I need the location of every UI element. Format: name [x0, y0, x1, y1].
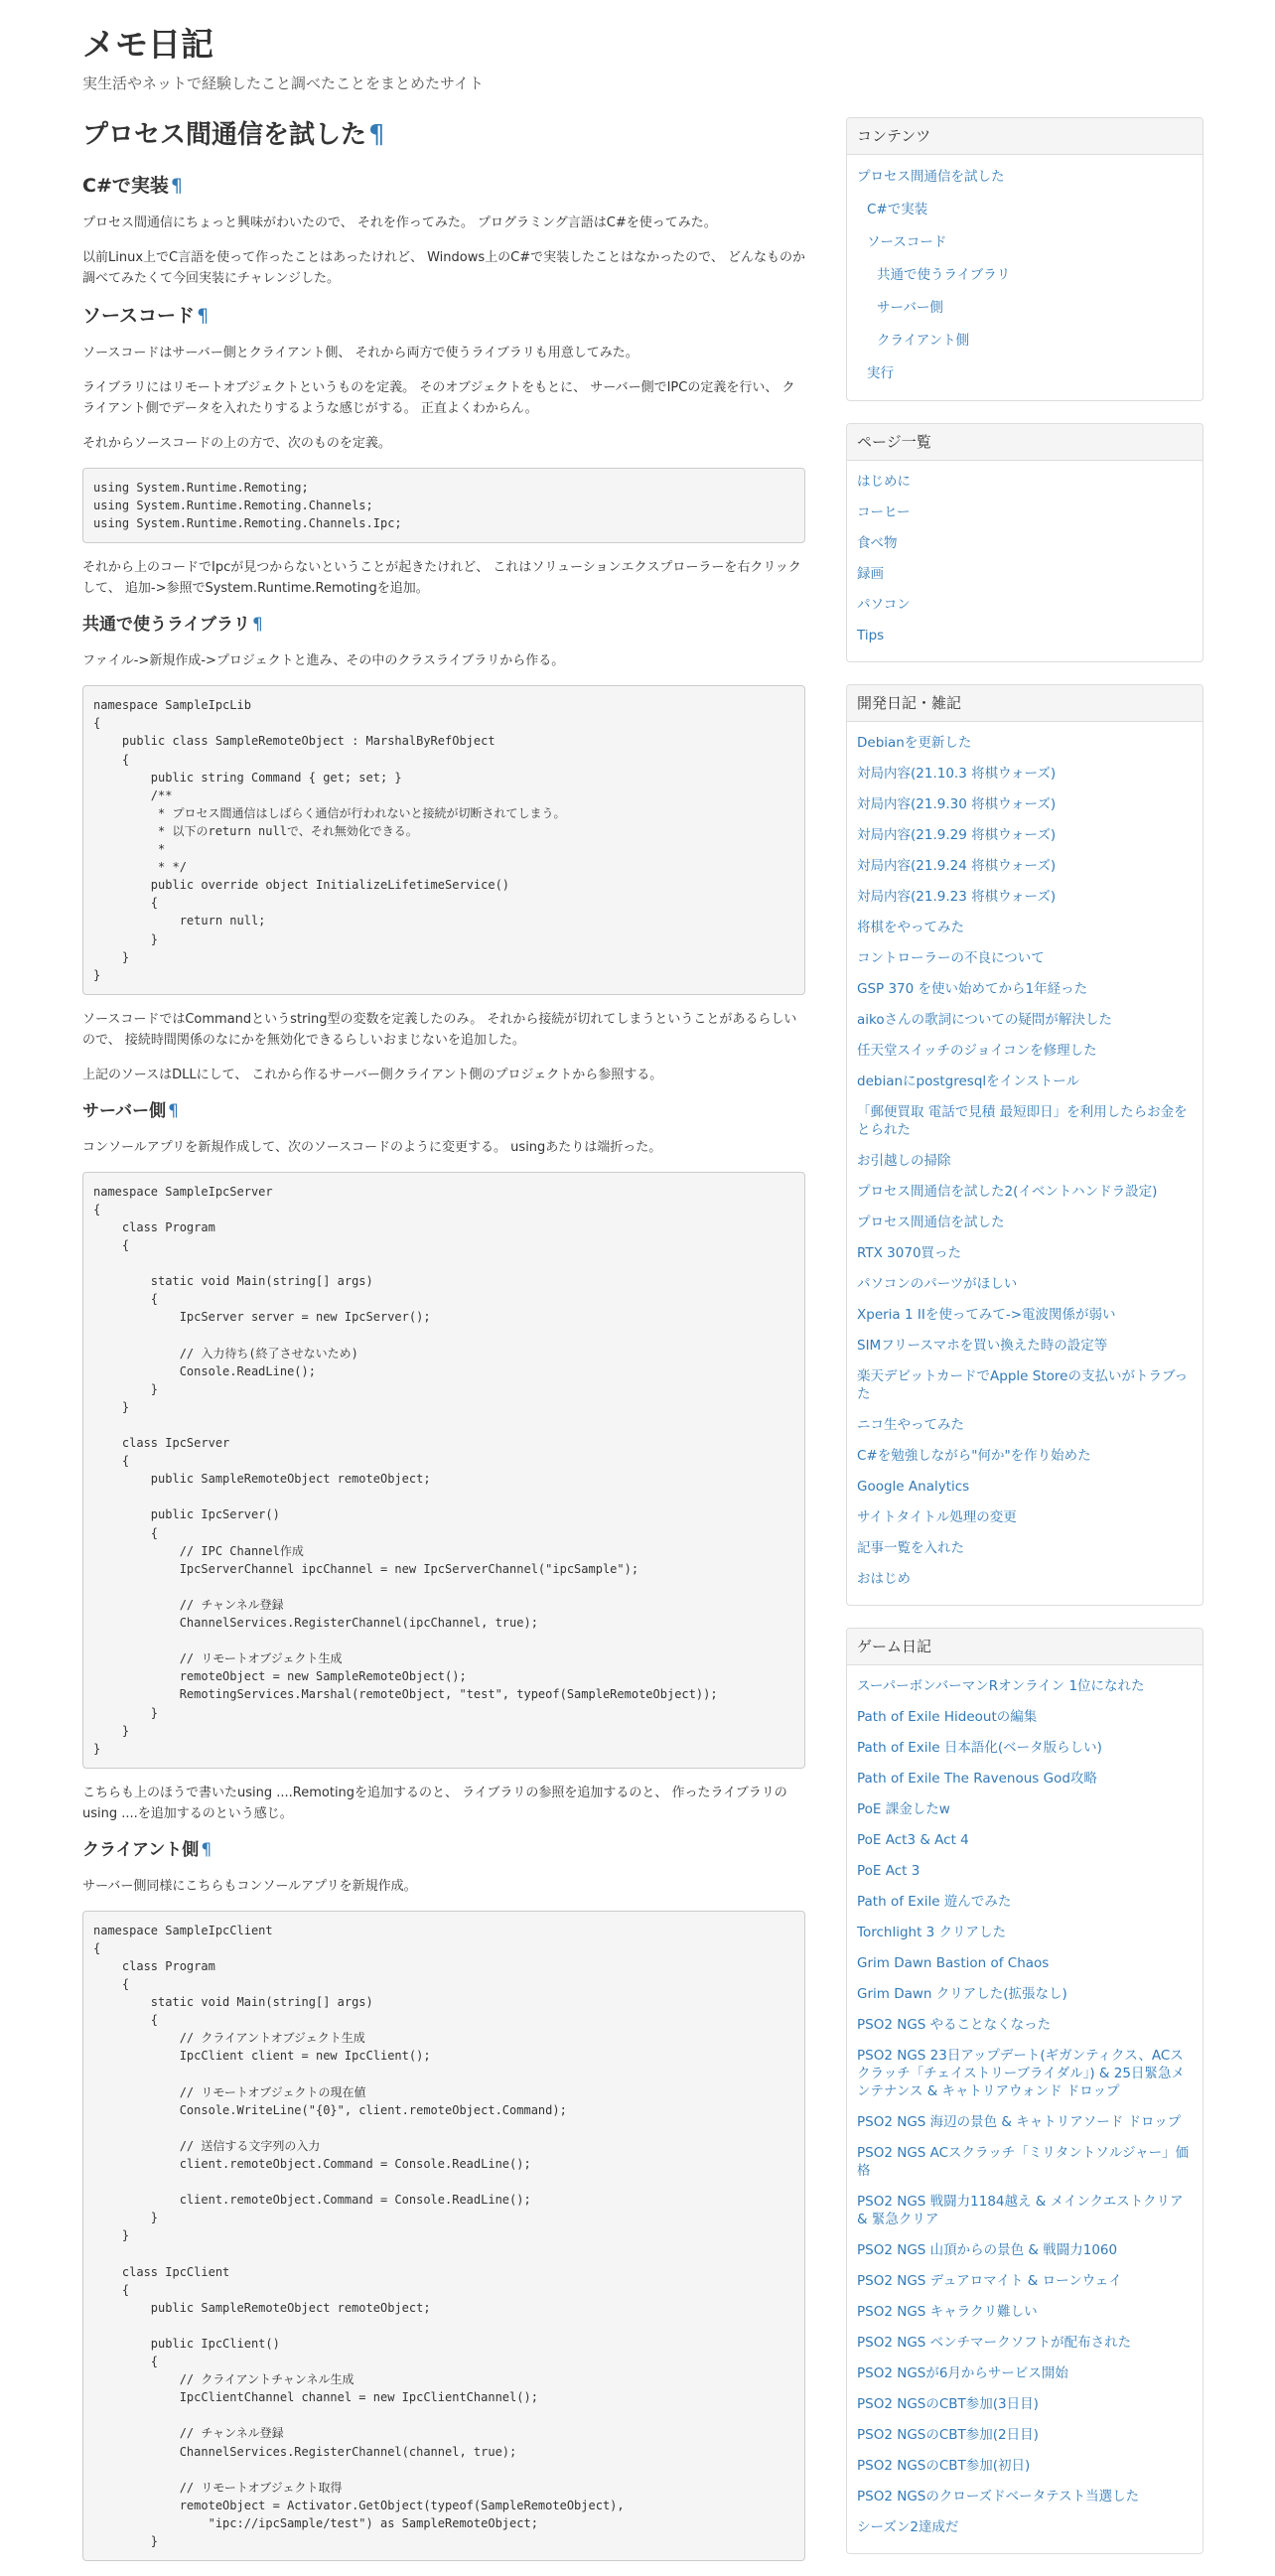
- game-diary-link[interactable]: シーズン2達成だ: [857, 2519, 959, 2535]
- dev-diary-link[interactable]: 将棋をやってみた: [857, 920, 964, 935]
- game-diary-link[interactable]: PSO2 NGS ACスクラッチ「ミリタントソルジャー」価格: [857, 2145, 1190, 2179]
- dev-diary-link[interactable]: 対局内容(21.9.29 将棋ウォーズ): [857, 827, 1057, 843]
- game-diary-link[interactable]: Path of Exile The Ravenous God攻略: [857, 1771, 1097, 1787]
- toc-link[interactable]: 共通で使うライブラリ: [877, 267, 1011, 283]
- site-title[interactable]: メモ日記: [82, 25, 213, 64]
- page-link[interactable]: Tips: [857, 628, 885, 644]
- dev-diary-link[interactable]: 対局内容(21.9.23 将棋ウォーズ): [857, 889, 1057, 905]
- game-diary-link[interactable]: Grim Dawn クリアした(拡張なし): [857, 1986, 1067, 2002]
- game-diary-link[interactable]: PSO2 NGS 山頂からの景色 & 戦闘力1060: [857, 2242, 1118, 2258]
- game-diary-link[interactable]: PSO2 NGSのクローズドベータテスト当選した: [857, 2489, 1140, 2504]
- paragraph: それからソースコードの上の方で、次のものを定義。: [82, 436, 391, 451]
- section-heading-text: クライアント側: [82, 1839, 200, 1860]
- dev-diary-link[interactable]: パソコンのパーツがほしい: [857, 1276, 1018, 1292]
- article: [82, 117, 805, 2575]
- paragraph: コンソールアプリを新規作成して、次のソースコードのように変更する。 usingあたりは端折った。: [82, 1139, 662, 1155]
- dev-diary-link[interactable]: Google Analytics: [857, 1479, 970, 1495]
- dev-diary-link[interactable]: コントローラーの不良について: [857, 950, 1045, 966]
- toc-heading: コンテンツ: [847, 118, 1203, 155]
- code-block-server: namespace SampleIpcServer { class Program { static void Main(string[] args) { IpcServer server = new IpcServer(); // 入力待ち(終了させないため) Console.ReadLine(); } } class IpcServer { public SampleRemoteObject remoteObject; public IpcServer() { // IPC Channel作成 IpcServerChannel ipcChannel = new IpcServerChannel("ipcSample"); // チャンネル登録 ChannelServices.RegisterChannel(ipcChannel, true); // リモートオブジェクト生成 remoteObject = new SampleRemoteObject(); RemotingServices.Marshal(remoteObject, "test", typeof(SampleRemoteObject)); } } }: [82, 1172, 805, 1769]
- game-diary-link[interactable]: PSO2 NGS 23日アップデート(ギガンティクス、ACスクラッチ「チェイストリーブライダル」) & 25日緊急メンテナンス & キャトリアウォンド ドロップ: [857, 2048, 1185, 2099]
- page-link[interactable]: 録画: [857, 566, 884, 582]
- page-link[interactable]: 食べ物: [857, 535, 898, 551]
- section-heading-server: [82, 1099, 805, 1123]
- game-diary-link[interactable]: Path of Exile Hideoutの編集: [857, 1709, 1038, 1725]
- dev-diary-link[interactable]: Xperia 1 IIを使ってみて->電波関係が弱い: [857, 1307, 1116, 1323]
- game-diary-link[interactable]: PoE Act3 & Act 4: [857, 1832, 969, 1848]
- dev-diary-link[interactable]: 任天堂スイッチのジョイコンを修理した: [857, 1043, 1097, 1059]
- section-heading-client: [82, 1838, 805, 1862]
- permalink-anchor[interactable]: ¶: [251, 615, 263, 636]
- game-diary-panel: [846, 1628, 1204, 2554]
- dev-diary-link[interactable]: プロセス間通信を試した: [857, 1215, 1005, 1230]
- dev-diary-heading: 開発日記・雑記: [847, 685, 1203, 722]
- sidebar: [846, 117, 1204, 2576]
- page-link[interactable]: はじめに: [857, 474, 911, 490]
- game-diary-link[interactable]: PSO2 NGS デュアロマイト & ローンウェイ: [857, 2273, 1122, 2289]
- dev-diary-link[interactable]: 記事一覧を入れた: [857, 1540, 964, 1556]
- paragraph: サーバー側同様にこちらもコンソールアプリを新規作成。: [82, 1878, 417, 1894]
- game-diary-link[interactable]: Path of Exile 遊んでみた: [857, 1894, 1012, 1910]
- game-diary-link[interactable]: PSO2 NGS 戦闘力1184越え & メインクエストクリア & 緊急クリア: [857, 2194, 1184, 2227]
- site-header: [82, 22, 1204, 95]
- dev-diary-link[interactable]: プロセス間通信を試した2(イベントハンドラ設定): [857, 1184, 1158, 1200]
- permalink-anchor[interactable]: ¶: [197, 305, 210, 327]
- paragraph: 以前Linux上でC言語を使って作ったことはあったけれど、 Windows上のC#で実装したことはなかったので、 どんなものか調べてみたくて今回実装にチャレンジした。: [82, 250, 805, 286]
- site-description: 実生活やネットで経験したこと調べたことをまとめたサイト: [82, 74, 484, 92]
- section-heading-text: サーバー側: [82, 1100, 167, 1121]
- permalink-anchor[interactable]: ¶: [201, 1839, 212, 1860]
- pages-heading: ページ一覧: [847, 424, 1203, 461]
- article-title-text: プロセス間通信を試した: [82, 120, 367, 150]
- section-heading-library: [82, 613, 805, 637]
- game-diary-link[interactable]: スーパーボンバーマンRオンライン 1位になれた: [857, 1678, 1145, 1694]
- dev-diary-link[interactable]: aikoさんの歌詞についての疑問が解決した: [857, 1012, 1112, 1028]
- dev-diary-link[interactable]: サイトタイトル処理の変更: [857, 1509, 1017, 1525]
- code-block-library: namespace SampleIpcLib { public class SampleRemoteObject : MarshalByRefObject { public string Command { get; set; } /** * プロセス間通信はしばらく通信が行われないと接続が切断されてしまう。 * 以下のreturn nullで、それ無効化できる。 * * */ public override object InitializeLifetimeService() { return null; } } }: [82, 685, 805, 995]
- game-diary-list: [847, 1665, 1203, 2553]
- toc-link[interactable]: クライアント側: [877, 333, 970, 349]
- toc-link[interactable]: プロセス間通信を試した: [857, 169, 1005, 185]
- toc-list: [847, 155, 1203, 400]
- dev-diary-link[interactable]: 対局内容(21.10.3 将棋ウォーズ): [857, 766, 1057, 782]
- toc-link[interactable]: ソースコード: [867, 234, 947, 250]
- dev-diary-link[interactable]: debianにpostgresqlをインストール: [857, 1073, 1079, 1089]
- pages-panel: [846, 423, 1204, 662]
- toc-link[interactable]: サーバー側: [877, 300, 943, 316]
- page-link[interactable]: パソコン: [857, 597, 911, 613]
- dev-diary-link[interactable]: おはじめ: [857, 1571, 911, 1587]
- game-diary-link[interactable]: PoE 課金したw: [857, 1801, 950, 1817]
- section-heading-text: C#で実装: [82, 175, 169, 197]
- permalink-anchor[interactable]: ¶: [170, 175, 183, 197]
- dev-diary-panel: [846, 684, 1204, 1606]
- game-diary-link[interactable]: Path of Exile 日本語化(ベータ版らしい): [857, 1740, 1102, 1756]
- dev-diary-link[interactable]: 楽天デビットカードでApple Storeの支払いがトラブった: [857, 1368, 1189, 1402]
- paragraph: ソースコードはサーバー側とクライアント側、 それから両方で使うライブラリも用意してみた。: [82, 346, 638, 360]
- game-diary-heading: ゲーム日記: [847, 1629, 1203, 1665]
- paragraph: ファイル->新規作成->プロジェクトと進み、その中のクラスライブラリから作る。: [82, 653, 565, 669]
- section-heading-source: [82, 303, 805, 329]
- permalink-anchor[interactable]: ¶: [368, 120, 385, 150]
- toc-link[interactable]: C#で実装: [867, 202, 928, 217]
- paragraph: こちらも上のほうで書いたusing ....Remotingを追加するのと、 ライブラリの参照を追加するのと、 作ったライブラリのusing ....を追加するのという感じ。: [82, 1785, 787, 1821]
- code-block-client: namespace SampleIpcClient { class Program { static void Main(string[] args) { // クライアントオブジェクト生成 IpcClient client = new IpcClient(); // リモートオブジェクトの現在値 Console.WriteLine("{0}", client.remoteObject.Command); // 送信する文字列の入力 client.remoteObject.Command = Console.ReadLine(); client.remoteObject.Command = Console.ReadLine(); } } class IpcClient { public SampleRemoteObject remoteObject; public IpcClient() { // クライアントチャンネル生成 IpcClientChannel channel = new IpcClientChannel(); // チャンネル登録 ChannelServices.RegisterChannel(channel, true); // リモートオブジェクト取得 remoteObject = Activator.GetObject(typeof(SampleRemoteObject), "ipc://ipcSample/test") as SampleRemoteObject; }: [82, 1911, 805, 2561]
- article-title: [82, 117, 805, 153]
- game-diary-link[interactable]: PSO2 NGSが6月からサービス開始: [857, 2365, 1068, 2381]
- code-block-using: using System.Runtime.Remoting; using System.Runtime.Remoting.Channels; using System.Runtime.Remoting.Channels.Ipc;: [82, 468, 805, 543]
- game-diary-link[interactable]: PSO2 NGSのCBT参加(初日): [857, 2458, 1031, 2474]
- paragraph: プロセス間通信にちょっと興味がわいたので、 それを作ってみた。 プログラミング言語はC#を使ってみた。: [82, 215, 717, 230]
- toc-panel: [846, 117, 1204, 401]
- paragraph: ライブラリにはリモートオブジェクトというものを定義。 そのオブジェクトをもとに、 サーバー側でIPCの定義を行い、 クライアント側でデータを入れたりするような感じがする。 正直よくわからん。: [82, 380, 795, 416]
- game-diary-link[interactable]: PoE Act 3: [857, 1863, 921, 1879]
- game-diary-link[interactable]: PSO2 NGS ベンチマークソフトが配布された: [857, 2335, 1132, 2351]
- toc-link[interactable]: 実行: [867, 365, 894, 381]
- dev-diary-link[interactable]: お引越しの掃除: [857, 1153, 951, 1169]
- game-diary-link[interactable]: PSO2 NGS 海辺の景色 & キャトリアソード ドロップ: [857, 2114, 1182, 2130]
- dev-diary-link[interactable]: Debianを更新した: [857, 735, 972, 751]
- section-heading-cs: [82, 173, 805, 199]
- paragraph: それから上のコードでIpcが見つからないということが起きたけれど、 これはソリューションエクスプローラーを右クリックして、 追加->参照でSystem.Runtime.Remotingを追加。: [82, 560, 801, 597]
- dev-diary-link[interactable]: SIMフリースマホを買い換えた時の設定等: [857, 1338, 1108, 1354]
- pages-list: [847, 461, 1203, 661]
- permalink-anchor[interactable]: ¶: [168, 1100, 179, 1121]
- dev-diary-link[interactable]: RTX 3070買った: [857, 1245, 962, 1261]
- page-link[interactable]: コーヒー: [857, 504, 911, 520]
- dev-diary-link[interactable]: GSP 370 を使い始めてから1年経った: [857, 981, 1088, 997]
- section-heading-text: 共通で使うライブラリ: [82, 615, 250, 636]
- game-diary-link[interactable]: Grim Dawn Bastion of Chaos: [857, 1955, 1050, 1971]
- dev-diary-link[interactable]: ニコ生やってみた: [857, 1417, 964, 1433]
- section-heading-text: ソースコード: [82, 305, 196, 327]
- game-diary-link[interactable]: PSO2 NGS キャラクリ難しい: [857, 2304, 1038, 2320]
- paragraph: 上記のソースはDLLにして、 これから作るサーバー側クライアント側のプロジェクトから参照する。: [82, 1067, 663, 1082]
- game-diary-link[interactable]: PSO2 NGSのCBT参加(3日目): [857, 2396, 1039, 2412]
- game-diary-link[interactable]: PSO2 NGSのCBT参加(2日目): [857, 2427, 1039, 2443]
- paragraph: ソースコードではCommandというstring型の変数を定義したのみ。 それから接続が切れてしまうということがあるらしいので、 接続時間関係のなにかを無効化できるらしいおまじないを追加した。: [82, 1011, 797, 1048]
- dev-diary-link[interactable]: 対局内容(21.9.30 将棋ウォーズ): [857, 796, 1057, 812]
- dev-diary-list: [847, 722, 1203, 1605]
- game-diary-link[interactable]: Torchlight 3 クリアした: [857, 1925, 1007, 1940]
- game-diary-link[interactable]: PSO2 NGS やることなくなった: [857, 2017, 1052, 2033]
- dev-diary-link[interactable]: 対局内容(21.9.24 将棋ウォーズ): [857, 858, 1057, 874]
- dev-diary-link[interactable]: C#を勉強しながら"何か"を作り始めた: [857, 1448, 1091, 1464]
- dev-diary-link[interactable]: 「郵便買取 電話で見積 最短即日」を利用したらお金をとられた: [857, 1104, 1188, 1138]
